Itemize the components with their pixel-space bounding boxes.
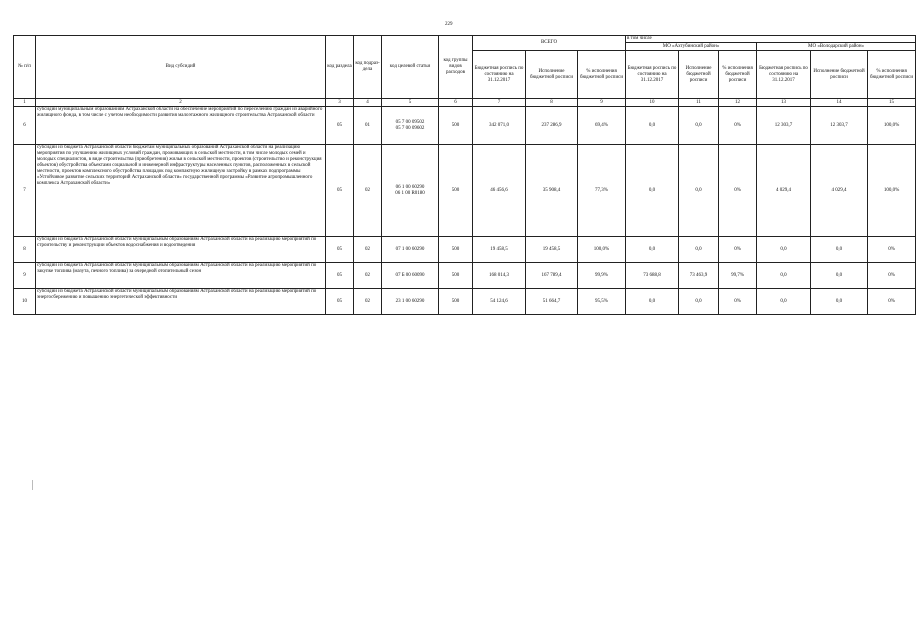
- header-d2-plan: Бюджетная роспись по состоянию на 31.12.2017: [757, 51, 811, 99]
- table-body: [14, 107, 916, 315]
- row-d2-plan: 0,0: [757, 237, 811, 263]
- row-total-plan: 46 456,6: [473, 145, 526, 237]
- row-description: субсидии из бюджета Астраханской области муниципальным образованиям Астраханской области на реализацию мероприятий по закупке топлива (мазута, печного топлива) за очередной отопительный сезон: [36, 263, 326, 289]
- header-total-plan: Бюджетная роспись по состоянию на 31.12.2017: [473, 51, 526, 99]
- row-target: 05 7 00 09502 05 7 00 09602: [382, 107, 439, 145]
- column-number: 5: [382, 99, 439, 107]
- row-total-pct: 100,0%: [578, 237, 626, 263]
- header-d1-exec: Исполнение бюджетной росписи: [679, 51, 719, 99]
- row-target: 23 1 00 60290: [382, 289, 439, 315]
- column-number: 9: [578, 99, 626, 107]
- row-no: 6: [14, 107, 36, 145]
- row-d1-pct: 0%: [719, 145, 757, 237]
- row-subsection: 02: [354, 263, 382, 289]
- column-number: 2: [36, 99, 326, 107]
- table-header: [14, 36, 916, 107]
- column-number: 10: [626, 99, 679, 107]
- row-d1-plan: 0,0: [626, 145, 679, 237]
- row-group: 500: [439, 237, 473, 263]
- row-d2-exec: 0,0: [811, 237, 868, 263]
- column-number: 15: [868, 99, 916, 107]
- row-d2-exec: 12 303,7: [811, 107, 868, 145]
- row-d2-exec: 0,0: [811, 289, 868, 315]
- row-d2-plan: 0,0: [757, 263, 811, 289]
- row-d1-plan: 73 688,8: [626, 263, 679, 289]
- row-d1-plan: 0,0: [626, 237, 679, 263]
- row-d1-exec: 0,0: [679, 289, 719, 315]
- row-d2-plan: 4 029,4: [757, 145, 811, 237]
- row-section: 05: [326, 107, 354, 145]
- row-d1-exec: 0,0: [679, 107, 719, 145]
- row-group: 500: [439, 289, 473, 315]
- row-d1-exec: 73 463,9: [679, 263, 719, 289]
- row-d1-exec: 0,0: [679, 237, 719, 263]
- column-number: 6: [439, 99, 473, 107]
- header-d2-pct: % исполнения бюджетной росписи: [868, 51, 916, 99]
- column-number: 12: [719, 99, 757, 107]
- column-number: 4: [354, 99, 382, 107]
- header-incl: в том числе: [626, 36, 916, 43]
- header-no: № п/п: [14, 36, 36, 99]
- header-district-2: МО «Володарский район»: [757, 43, 916, 51]
- row-d1-exec: 0,0: [679, 145, 719, 237]
- row-total-pct: 95,5%: [578, 289, 626, 315]
- row-total-exec: 35 908,4: [526, 145, 578, 237]
- row-section: 05: [326, 237, 354, 263]
- header-total-exec: Исполнение бюджетной росписи: [526, 51, 578, 99]
- row-target: 07 Б 00 60090: [382, 263, 439, 289]
- row-subsection: 02: [354, 145, 382, 237]
- row-description: субсидии из бюджета Астраханской области муниципальным образованиям Астраханской области на реализацию мероприятий по строительству и реконструкции объектов водоснабжения и водоотведения: [36, 237, 326, 263]
- row-group: 500: [439, 263, 473, 289]
- header-d1-plan: Бюджетная роспись по состоянию на 31.12.2017: [626, 51, 679, 99]
- header-total-pct: % исполнения бюджетной росписи: [578, 51, 626, 99]
- column-number: 11: [679, 99, 719, 107]
- header-district-1: МО «Ахтубинский район»: [626, 43, 757, 51]
- row-total-plan: 342 071,0: [473, 107, 526, 145]
- table-row: [14, 237, 916, 263]
- row-d1-plan: 0,0: [626, 107, 679, 145]
- row-section: 05: [326, 263, 354, 289]
- table-row: [14, 107, 916, 145]
- row-d2-pct: 0%: [868, 237, 916, 263]
- table-row: [14, 263, 916, 289]
- row-total-exec: 51 664,7: [526, 289, 578, 315]
- row-d1-pct: 0%: [719, 107, 757, 145]
- row-d2-plan: 12 303,7: [757, 107, 811, 145]
- row-d1-pct: 99,7%: [719, 263, 757, 289]
- row-d1-plan: 0,0: [626, 289, 679, 315]
- row-description: субсидии из бюджета Астраханской области бюджетам муниципальных образований Астраханской области на реализацию мероприятия по улучшению жилищных условий граждан, проживающих в сельской местности, в том числе молодых семей и молодых специалистов, в виде строительства (приобретения) жилья в сельской местности, проектов (строительство и реконструкция объектов) обустройства объектами социальной и инженерной инфраструктуры населенных пунктов, расположенных в сельской местности, проектов комплексного обустройства площадок под компактную жилищную застройку в рамках подпрограммы «Устойчивое развитие сельских территорий Астраханской области» государственной программы «Развитие агропромышленного комплекса Астраханской области»: [36, 145, 326, 237]
- row-target: 06 1 00 60290 06 1 00 R0180: [382, 145, 439, 237]
- table-row: [14, 289, 916, 315]
- row-subsection: 02: [354, 289, 382, 315]
- column-number: 13: [757, 99, 811, 107]
- page-number: 229: [445, 22, 453, 27]
- row-no: 9: [14, 263, 36, 289]
- row-d2-plan: 0,0: [757, 289, 811, 315]
- row-description: субсидии муниципальным образованиям Астраханской области на обеспечение мероприятий по переселению граждан из аварийного жилищного фонда, в том числе с учетом необходимости развития малоэтажного жилищного строительства Астраханской области: [36, 107, 326, 145]
- row-section: 05: [326, 289, 354, 315]
- header-subsection: код подраз-дела: [354, 36, 382, 99]
- row-d2-pct: 0%: [868, 289, 916, 315]
- row-total-pct: 69,4%: [578, 107, 626, 145]
- row-no: 8: [14, 237, 36, 263]
- row-no: 10: [14, 289, 36, 315]
- row-total-exec: 19 458,5: [526, 237, 578, 263]
- header-section: код раздела: [326, 36, 354, 99]
- row-total-plan: 19 458,5: [473, 237, 526, 263]
- row-d1-pct: 0%: [719, 237, 757, 263]
- header-exp-group: код группы видов расходов: [439, 36, 473, 99]
- row-total-pct: 99,9%: [578, 263, 626, 289]
- table-row: [14, 145, 916, 237]
- row-total-pct: 77,3%: [578, 145, 626, 237]
- row-subsection: 01: [354, 107, 382, 145]
- column-number: 14: [811, 99, 868, 107]
- row-total-exec: 237 286,9: [526, 107, 578, 145]
- column-number-row: [14, 99, 916, 107]
- header-d1-pct: % исполнения бюджетной росписи: [719, 51, 757, 99]
- column-number: 8: [526, 99, 578, 107]
- row-d2-exec: 0,0: [811, 263, 868, 289]
- row-total-exec: 167 789,4: [526, 263, 578, 289]
- row-d1-pct: 0%: [719, 289, 757, 315]
- row-no: 7: [14, 145, 36, 237]
- header-total: ВСЕГО: [473, 36, 626, 51]
- row-d2-exec: 4 029,4: [811, 145, 868, 237]
- row-target: 07 1 00 60290: [382, 237, 439, 263]
- header-type: Вид субсидий: [36, 36, 326, 99]
- scan-mark: [32, 480, 33, 490]
- column-number: 3: [326, 99, 354, 107]
- row-d2-pct: 100,0%: [868, 145, 916, 237]
- row-total-plan: 168 014,3: [473, 263, 526, 289]
- header-d2-exec: Исполнение бюджетной росписи: [811, 51, 868, 99]
- column-number: 7: [473, 99, 526, 107]
- row-group: 500: [439, 107, 473, 145]
- row-subsection: 02: [354, 237, 382, 263]
- row-section: 05: [326, 145, 354, 237]
- row-d2-pct: 0%: [868, 263, 916, 289]
- row-total-plan: 54 124,6: [473, 289, 526, 315]
- row-description: субсидии из бюджета Астраханской области муниципальным образованиям Астраханской области на реализацию мероприятий по энергосбережению и повышению энергетической эффективности: [36, 289, 326, 315]
- column-number: 1: [14, 99, 36, 107]
- header-target: код целевой статьи: [382, 36, 439, 99]
- row-group: 500: [439, 145, 473, 237]
- row-d2-pct: 100,0%: [868, 107, 916, 145]
- subsidies-table: [13, 35, 916, 315]
